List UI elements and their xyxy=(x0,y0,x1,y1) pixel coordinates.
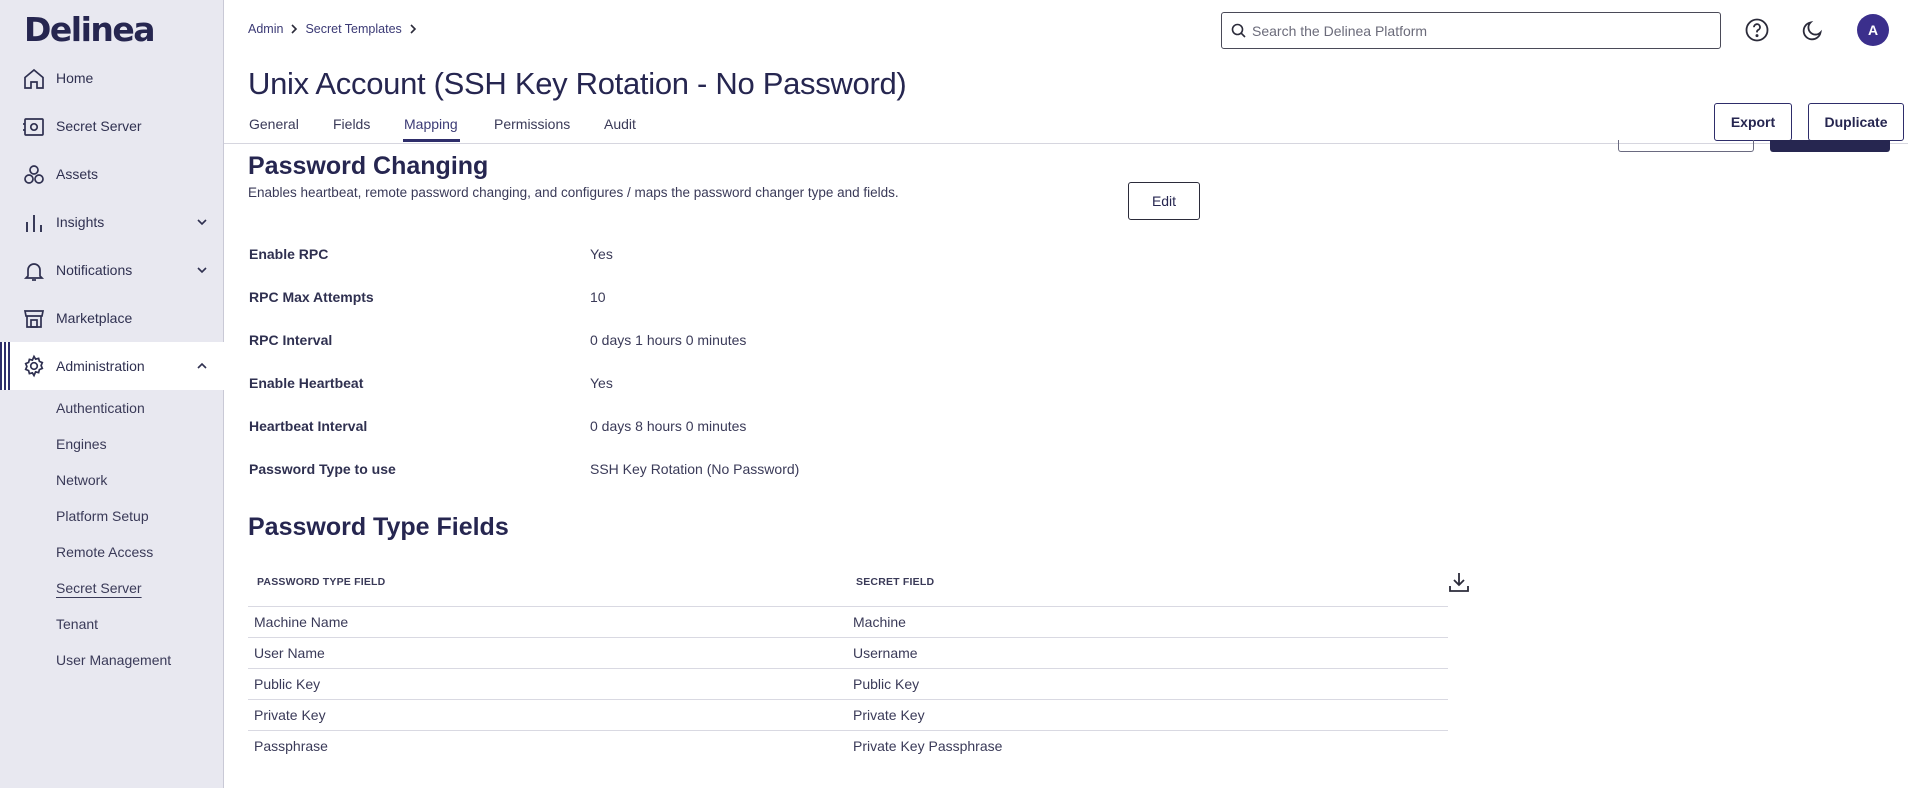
chevron-right-icon xyxy=(289,24,299,34)
gear-icon xyxy=(22,354,46,378)
sidebar-item-label: Insights xyxy=(56,214,105,230)
table-cell-password-type-field: Machine Name xyxy=(254,614,349,630)
partially-hidden-primary-button[interactable] xyxy=(1770,140,1890,152)
sidebar-item-label: Notifications xyxy=(56,262,133,278)
download-icon[interactable] xyxy=(1447,570,1471,594)
tab-mapping[interactable]: Mapping xyxy=(404,116,458,132)
sidebar-item-secret-server[interactable] xyxy=(0,106,224,146)
password-changing-title: Password Changing xyxy=(248,152,489,180)
field-value-rpc-max-attempts: 10 xyxy=(590,289,606,305)
table-cell-password-type-field: Passphrase xyxy=(254,738,328,754)
column-header-password-type-field[interactable]: PASSWORD TYPE FIELD xyxy=(257,576,386,588)
field-label-password-type: Password Type to use xyxy=(249,461,396,477)
active-indicator xyxy=(0,342,12,390)
chevron-right-icon xyxy=(408,24,418,34)
field-label-enable-rpc: Enable RPC xyxy=(249,246,329,262)
table-divider xyxy=(248,668,1448,669)
sidebar-subitem-remote-access[interactable]: Remote Access xyxy=(56,544,154,560)
export-button[interactable]: Export xyxy=(1714,103,1792,141)
tab-fields[interactable]: Fields xyxy=(333,116,371,132)
bar-chart-icon xyxy=(22,211,46,235)
chevron-down-icon xyxy=(195,215,209,229)
field-value-heartbeat-interval: 0 days 8 hours 0 minutes xyxy=(590,418,747,434)
home-icon xyxy=(22,67,46,91)
table-cell-secret-field: Machine xyxy=(853,614,906,630)
table-cell-secret-field: Username xyxy=(853,645,918,661)
page-title: Unix Account (SSH Key Rotation - No Password) xyxy=(248,66,907,101)
sidebar-item-label: Assets xyxy=(56,166,99,182)
sidebar-item-marketplace[interactable] xyxy=(0,298,224,338)
sidebar-item-notifications[interactable] xyxy=(0,250,224,290)
table-divider xyxy=(248,637,1448,638)
field-value-rpc-interval: 0 days 1 hours 0 minutes xyxy=(590,332,747,348)
dark-mode-icon[interactable] xyxy=(1800,17,1826,43)
search-icon xyxy=(1230,22,1248,40)
sidebar-subitem-platform-setup[interactable]: Platform Setup xyxy=(56,508,149,524)
breadcrumb-secret-templates[interactable]: Secret Templates xyxy=(305,22,402,36)
password-type-fields-title: Password Type Fields xyxy=(248,513,509,541)
table-cell-secret-field: Public Key xyxy=(853,676,920,692)
breadcrumb xyxy=(248,22,418,36)
help-icon[interactable] xyxy=(1744,17,1770,43)
table-cell-secret-field: Private Key Passphrase xyxy=(853,738,1003,754)
field-value-enable-heartbeat: Yes xyxy=(590,375,613,391)
table-cell-secret-field: Private Key xyxy=(853,707,925,723)
bell-icon xyxy=(22,259,46,283)
delinea-logo[interactable]: Delinea xyxy=(24,10,155,49)
field-label-enable-heartbeat: Enable Heartbeat xyxy=(249,375,364,391)
breadcrumb-admin[interactable]: Admin xyxy=(248,22,284,36)
sidebar-item-administration[interactable] xyxy=(0,342,224,390)
table-cell-password-type-field: User Name xyxy=(254,645,325,661)
chevron-up-icon xyxy=(195,359,209,373)
sidebar-item-label: Secret Server xyxy=(56,118,142,134)
search-input[interactable] xyxy=(1252,13,1712,48)
sidebar-item-label: Administration xyxy=(56,358,145,374)
table-divider xyxy=(248,699,1448,700)
sidebar-subitem-user-management[interactable]: User Management xyxy=(56,652,172,668)
search-box xyxy=(1221,12,1721,49)
field-label-heartbeat-interval: Heartbeat Interval xyxy=(249,418,368,434)
sidebar-subitem-tenant[interactable]: Tenant xyxy=(56,616,99,632)
active-tab-indicator xyxy=(403,139,460,142)
table-cell-password-type-field: Private Key xyxy=(254,707,326,723)
sidebar-subitem-secret-server[interactable]: Secret Server xyxy=(56,580,142,596)
sidebar-item-label: Home xyxy=(56,70,94,86)
sidebar-item-home[interactable] xyxy=(0,58,224,98)
sidebar-subitem-engines[interactable]: Engines xyxy=(56,436,107,452)
duplicate-button[interactable]: Duplicate xyxy=(1808,103,1904,141)
table-divider xyxy=(248,730,1448,731)
safe-icon xyxy=(22,115,46,139)
sidebar-subitem-network[interactable]: Network xyxy=(56,472,108,488)
tab-permissions[interactable]: Permissions xyxy=(494,116,571,132)
field-value-password-type: SSH Key Rotation (No Password) xyxy=(590,461,800,477)
tab-general[interactable]: General xyxy=(249,116,299,132)
store-icon xyxy=(22,307,46,331)
chevron-down-icon xyxy=(195,263,209,277)
assets-icon xyxy=(22,163,46,187)
password-changing-description: Enables heartbeat, remote password changing, and configures / maps the password changer type and fields. xyxy=(248,185,899,200)
avatar[interactable]: A xyxy=(1857,14,1889,46)
sidebar xyxy=(0,0,224,788)
table-cell-password-type-field: Public Key xyxy=(254,676,321,692)
tab-audit[interactable]: Audit xyxy=(604,116,636,132)
table-divider xyxy=(248,606,1448,607)
edit-button[interactable]: Edit xyxy=(1128,182,1200,220)
field-label-rpc-interval: RPC Interval xyxy=(249,332,333,348)
sidebar-subitem-authentication[interactable]: Authentication xyxy=(56,400,145,416)
sidebar-item-label: Marketplace xyxy=(56,310,133,326)
partially-hidden-button[interactable] xyxy=(1618,140,1754,152)
field-label-rpc-max-attempts: RPC Max Attempts xyxy=(249,289,374,305)
sidebar-item-insights[interactable] xyxy=(0,202,224,242)
column-header-secret-field[interactable]: SECRET FIELD xyxy=(856,576,935,588)
sidebar-item-assets[interactable] xyxy=(0,154,224,194)
field-value-enable-rpc: Yes xyxy=(590,246,613,262)
